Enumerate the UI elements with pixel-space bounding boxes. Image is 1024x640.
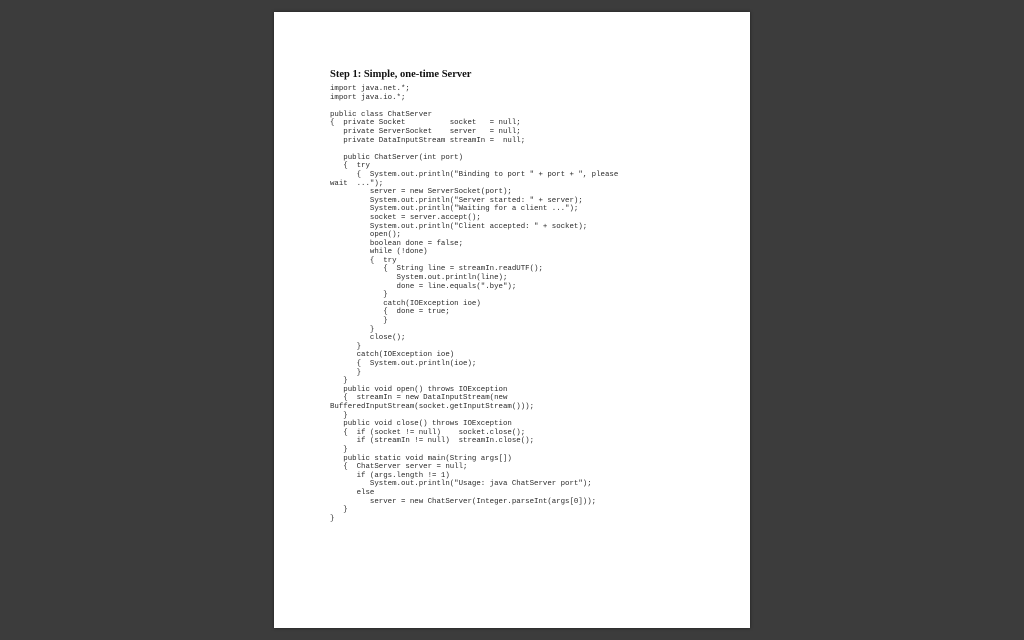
- code-line: open();: [330, 231, 401, 240]
- code-line: if (streamIn != null) streamIn.close();: [330, 437, 535, 446]
- code-line: catch(IOException ioe): [330, 299, 481, 308]
- code-line: { try: [330, 162, 370, 171]
- code-line: { if (socket != null) socket.close();: [330, 428, 526, 437]
- code-line: System.out.println("Waiting for a client ...");: [330, 205, 579, 214]
- code-line: close();: [330, 334, 406, 343]
- code-line: }: [330, 377, 348, 386]
- code-line: private ServerSocket server = null;: [330, 127, 521, 136]
- code-line: private DataInputStream streamIn = null;: [330, 136, 526, 145]
- code-line: }: [330, 317, 388, 326]
- code-line: { try: [330, 256, 397, 265]
- code-line: else: [330, 488, 375, 497]
- code-line: { streamIn = new DataInputStream(new: [330, 394, 508, 403]
- section-heading: Step 1: Simple, one-time Server: [330, 69, 472, 80]
- code-line: if (args.length != 1): [330, 471, 450, 480]
- code-line: }: [330, 445, 348, 454]
- code-line: { System.out.println(ioe);: [330, 360, 477, 368]
- code-listing: [330, 85, 618, 523]
- code-line: System.out.println("Usage: java ChatServer port");: [330, 480, 592, 489]
- code-line: }: [330, 342, 362, 351]
- code-line: System.out.println("Server started: " + server);: [330, 196, 583, 205]
- code-line: System.out.println(line);: [330, 274, 508, 283]
- code-line: public void close() throws IOException: [330, 420, 512, 429]
- code-line: [330, 102, 618, 111]
- code-line: }: [330, 514, 335, 523]
- code-line: server = new ServerSocket(port);: [330, 188, 512, 197]
- code-line: server = new ChatServer(Integer.parseInt(args[0]));: [330, 497, 597, 506]
- code-line: import java.io.*;: [330, 93, 406, 102]
- code-line: }: [330, 506, 348, 515]
- code-line: [330, 145, 618, 154]
- code-line: import java.net.*;: [330, 85, 410, 93]
- code-line: public static void main(String args[]): [330, 454, 512, 463]
- code-line: { System.out.println("Binding to port " + port + ", please: [330, 170, 619, 179]
- code-line: }: [330, 325, 375, 334]
- code-line: { private Socket socket = null;: [330, 119, 521, 128]
- code-line: }: [330, 368, 362, 377]
- code-line: BufferedInputStream(socket.getInputStream()));: [330, 402, 535, 411]
- code-line: public ChatServer(int port): [330, 153, 464, 162]
- code-line: { ChatServer server = null;: [330, 463, 468, 472]
- document-page: [274, 12, 750, 628]
- code-line: }: [330, 291, 388, 300]
- code-line: done = line.equals(".bye");: [330, 282, 517, 291]
- code-line: socket = server.accept();: [330, 213, 481, 222]
- code-line: public class ChatServer: [330, 110, 433, 119]
- code-line: }: [330, 411, 348, 420]
- code-line: while (!done): [330, 248, 428, 257]
- code-line: { String line = streamIn.readUTF();: [330, 265, 543, 274]
- code-line: wait ...");: [330, 179, 384, 188]
- code-line: { done = true;: [330, 308, 450, 317]
- code-line: public void open() throws IOException: [330, 385, 508, 394]
- code-line: boolean done = false;: [330, 239, 464, 248]
- code-line: System.out.println("Client accepted: " + socket);: [330, 222, 588, 231]
- code-line: catch(IOException ioe): [330, 351, 455, 360]
